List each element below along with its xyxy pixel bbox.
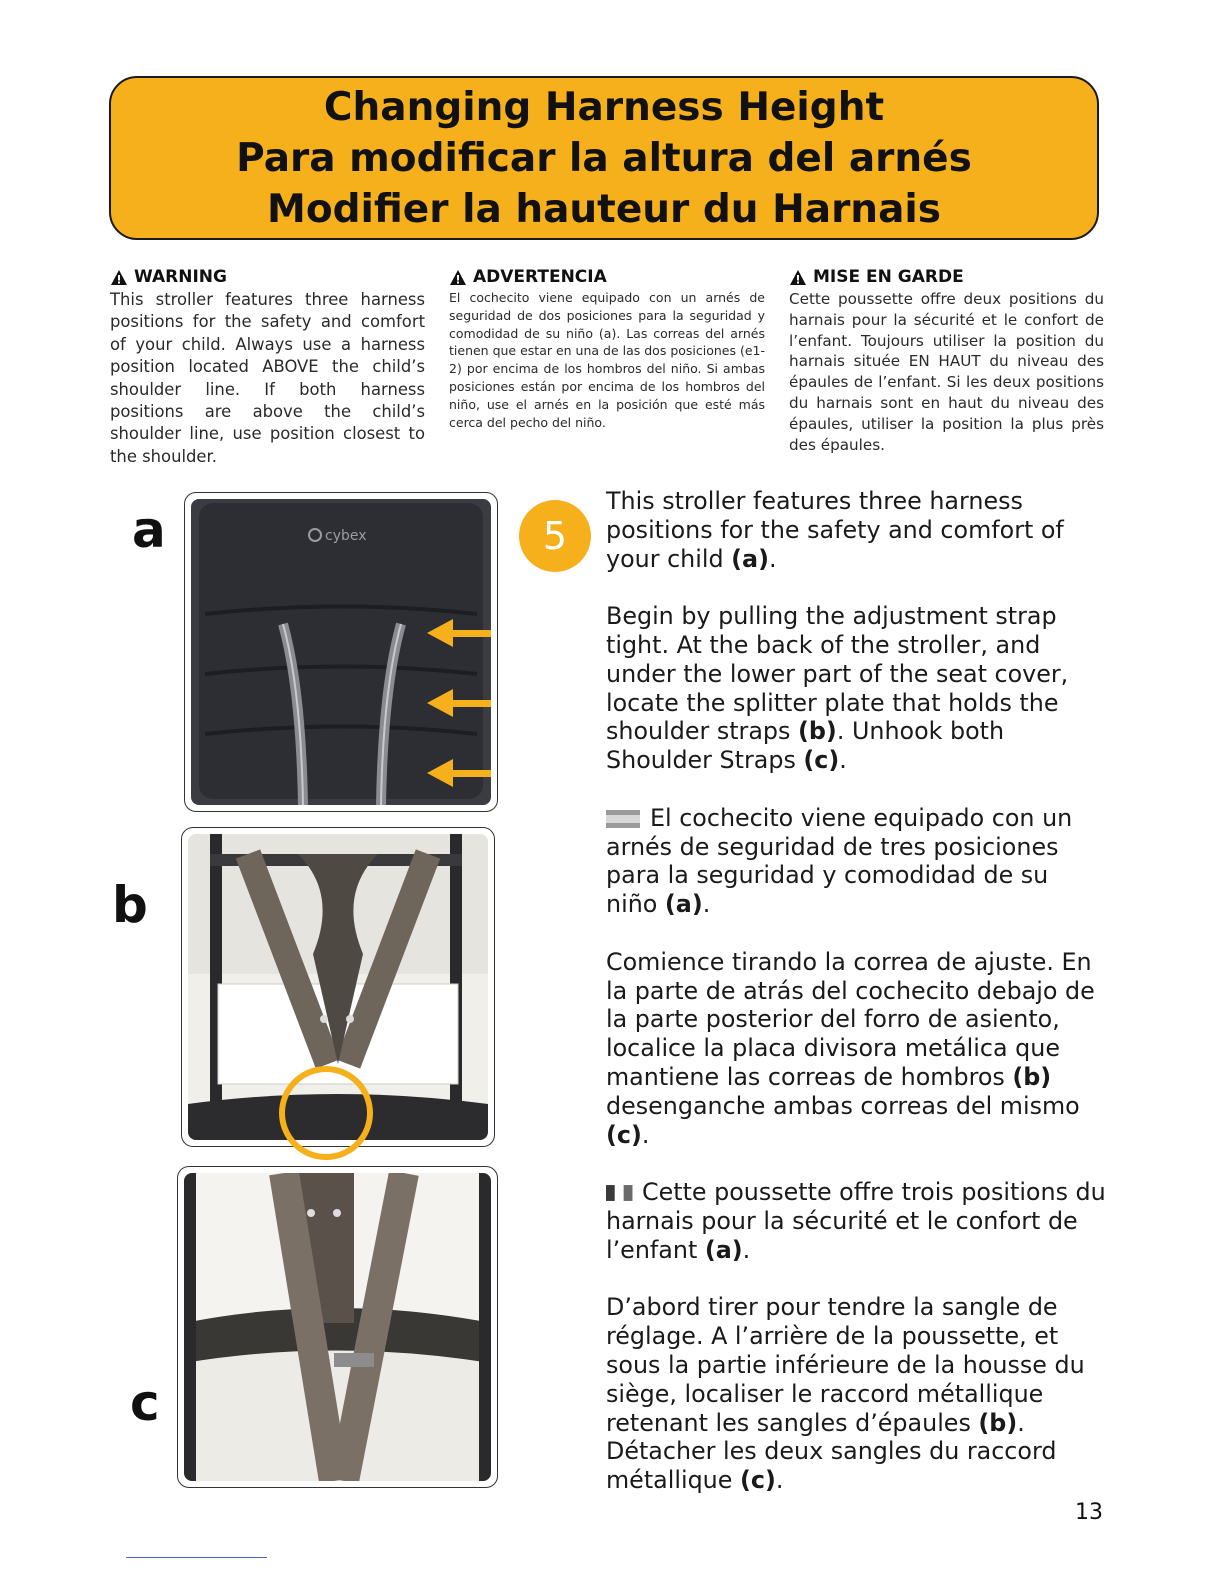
instruction-en-2: Begin by pulling the adjustment strap tight. At the back of the stroller, and under the lower part of the seat cover, locate the splitter plate that holds the shoulder straps (b). Unhook both Shoulder Straps (c). bbox=[606, 602, 1069, 775]
warning-text: This stroller features three harness positions for the safety and comfort of your child. Always use a harness position located ABOVE the child’s shoulder line. If both harness positions are above the child’s shoulder line, use position closest to the shoulder. bbox=[110, 290, 425, 466]
warning-triangle-icon bbox=[789, 269, 807, 286]
title-spanish: Para modificar la altura del arnés bbox=[236, 135, 972, 181]
warning-heading: ADVERTENCIA bbox=[473, 267, 607, 287]
title-french: Modifier la hauteur du Harnais bbox=[267, 186, 941, 232]
instruction-es-2: Comience tirando la correa de ajuste. En la parte de atrás del cochecito debajo de la parte posterior del forro de asiento, localice la placa divisora metálica que mantiene las correas de hombros (b) desenganche ambas correas del mismo (c). bbox=[606, 947, 1095, 1149]
unhooked-straps-illustration bbox=[184, 1173, 491, 1481]
warning-heading: MISE EN GARDE bbox=[813, 267, 964, 287]
figure-label-a: a bbox=[132, 501, 166, 559]
photo-seat-harness-positions bbox=[184, 492, 498, 812]
warning-heading: WARNING bbox=[134, 267, 227, 287]
instruction-es-1: El cochecito viene equipado con un arnés de seguridad de tres posiciones para la seguridad y comodidad de su niño (a). bbox=[606, 803, 1073, 919]
warning-triangle-icon bbox=[110, 269, 128, 286]
instruction-en-1: This stroller features three harness positions for the safety and comfort of your child (a). bbox=[606, 487, 1064, 573]
seat-illustration bbox=[191, 499, 491, 805]
warning-text: Cette poussette offre deux positions du harnais pour la sécurité et le confort de l’enfant. Toujours utiliser la position du harnais située EN HAUT du niveau des épaules de l’enfant. Si les deux positions du harnais sont en haut du niveau des épaules, utiliser la position la plus près des épaules. bbox=[789, 290, 1104, 454]
instructions bbox=[606, 487, 1106, 1524]
french-flag-icon bbox=[606, 1184, 636, 1202]
figure-label-c: c bbox=[130, 1374, 160, 1432]
warning-text: El cochecito viene equipado con un arnés de seguridad de dos posiciones para la seguridad y comodidad de su niño (a). Las correas del arnés tienen que estar en una de las dos posiciones (e1-2) por encima de los hombros del niño. Si ambas posiciones están por encima de los hombros del niño, use el arnés en la posición que esté más cerca del pecho del niño. bbox=[449, 290, 766, 430]
page-number: 13 bbox=[1075, 1500, 1103, 1525]
photo-unhooked-straps bbox=[177, 1166, 498, 1488]
title-banner bbox=[109, 76, 1099, 240]
brand-logo: cybex bbox=[325, 528, 367, 544]
warning-triangle-icon bbox=[449, 269, 467, 286]
instruction-fr-2: D’abord tirer pour tendre la sangle de réglage. A l’arrière de la poussette, et sous la partie inférieure de la housse du siège, localiser le raccord métallique retenant les sangles d’épaules (b). Détacher les deux sangles du raccord métallique (c). bbox=[606, 1293, 1085, 1495]
figure-label-b: b bbox=[112, 876, 148, 934]
title-english: Changing Harness Height bbox=[323, 84, 885, 130]
step-number-badge: 5 bbox=[519, 500, 591, 572]
spanish-flag-icon bbox=[606, 810, 640, 828]
instruction-fr-1: Cette poussette offre trois positions du harnais pour la sécurité et le confort de l’enfant (a). bbox=[606, 1178, 1106, 1264]
warning-french bbox=[789, 266, 1104, 455]
highlight-circle-icon bbox=[276, 1066, 376, 1166]
warning-english bbox=[110, 266, 425, 468]
footer-rule bbox=[126, 1557, 267, 1558]
warning-spanish bbox=[449, 266, 765, 431]
